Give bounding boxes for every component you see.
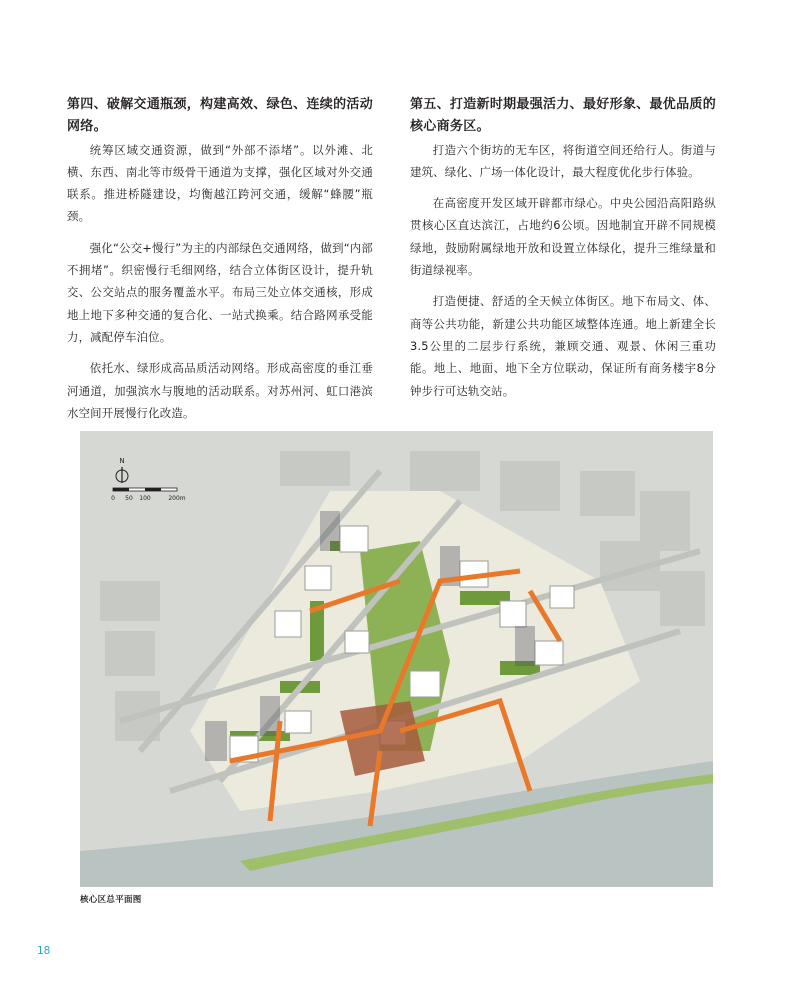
paragraph: 打造便捷、舒适的全天候立体街区。地下布局文、体、商等公共功能，新建公共功能区域整体连通。地上新建全长3.5公里的二层步行系统，兼顾交通、观景、休闲三重功能。地上、地面、地下全方位联动，保证所有商务楼宇8分钟步行可达轨交站。 — [410, 294, 716, 398]
paragraph: 统筹区域交通资源，做到“外部不添堵”。以外滩、北横、东西、南北等市级骨干通道为支撑，强化区域对外交通联系。推进桥隧建设，均衡越江跨河交通，缓解“蜂腰”瓶颈。 — [67, 142, 373, 224]
paragraph: 依托水、绿形成高品质活动网络。形成高密度的垂江垂河通道，加强滨水与腹地的活动联系。对苏州河、虹口港滨水空间开展慢行化改造。 — [67, 361, 373, 420]
figure-caption: 核心区总平面图 — [80, 895, 142, 905]
master-plan-map — [80, 431, 713, 887]
north-label: N — [119, 457, 125, 465]
scale-label: 200m — [168, 495, 186, 502]
page-number: 18 — [37, 945, 51, 957]
scale-label: 0 — [111, 495, 115, 502]
paragraph: 强化“公交+慢行”为主的内部绿色交通网络，做到“内部不拥堵”。织密慢行毛细网络，结合立体街区设计，提升轨交、公交站点的服务覆盖水平。布局三处立体交通核，形成地上地下多种交通的复合化、一站式换乘。结合路网承受能力，减配停车泊位。 — [67, 240, 373, 344]
scale-label: 50 — [125, 495, 133, 502]
scale-label: 100 — [139, 495, 151, 502]
left-column — [67, 94, 373, 433]
paragraph: 打造六个街坊的无车区，将街道空间还给行人。街道与建筑、绿化、广场一体化设计，最大程度优化步行体验。 — [410, 142, 716, 179]
section-heading-4: 第四、破解交通瓶颈，构建高效、绿色、连续的活动网络。 — [67, 97, 373, 135]
master-plan-illustration — [80, 431, 713, 887]
paragraph: 在高密度开发区域开辟都市绿心。中央公园沿高阳路纵贯核心区直达滨江，占地约6公顷。因地制宜开辟不同规模绿地，鼓励附属绿地开放和设置立体绿化，提升三维绿量和街道绿视率。 — [410, 196, 716, 278]
right-column — [410, 94, 716, 411]
section-heading-5: 第五、打造新时期最强活力、最好形象、最优品质的核心商务区。 — [410, 97, 716, 135]
